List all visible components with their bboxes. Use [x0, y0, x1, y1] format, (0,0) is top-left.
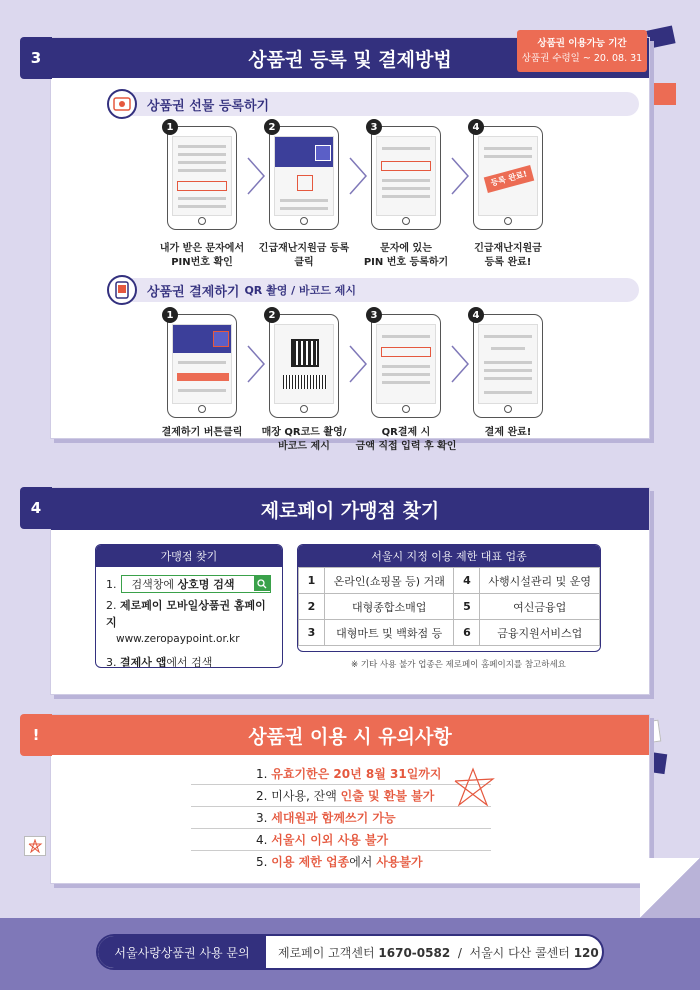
phone-gift-4 [472, 121, 543, 230]
phone-gift-2 [268, 121, 339, 230]
notice-item-5: 5. 이용 제한 업종에서 사용불가 [256, 855, 423, 869]
section4-number: 4 [20, 487, 52, 529]
gift-register-pill [109, 92, 639, 116]
step-number: 4 [468, 307, 484, 323]
footer-contact [96, 934, 604, 970]
register-complete-stamp: 등록 완료! [484, 165, 535, 193]
step-number: 1 [162, 119, 178, 135]
phone-pay-3 [370, 309, 441, 418]
find-panel [95, 544, 283, 668]
footer [0, 918, 700, 990]
pay-subtitle: QR 촬영 / 바코드 제시 [244, 284, 356, 297]
chevron-right-icon [450, 156, 470, 196]
chevron-right-icon [246, 156, 266, 196]
phone-gift-1 [166, 121, 237, 230]
notice-item-3: 3. 세대원과 함께쓰기 가능 [191, 807, 491, 829]
section3-title: 상품권 등록 및 결제방법 [248, 48, 452, 71]
section4-title: 제로페이 가맹점 찾기 [260, 499, 440, 522]
chevron-right-icon [246, 344, 266, 384]
phone-icon [107, 275, 137, 305]
chevron-right-icon [348, 344, 368, 384]
pay-steps [111, 309, 591, 422]
footer-contacts: 제로페이 고객센터 1670-0582 / 서울시 다산 콜센터 120 [278, 945, 599, 960]
footer-label: 서울사랑상품권 사용 문의 [98, 936, 266, 968]
search-box: 검색창에 상호명 검색 [121, 575, 271, 593]
deco-tab-navy [646, 25, 675, 48]
caption-gift-2: 긴급재난지원금 등록 클릭 [258, 243, 350, 268]
section-register-pay [50, 37, 650, 452]
deco-tab-orange [648, 83, 676, 105]
notice-number: ! [20, 714, 52, 756]
zeropay-url: www.zeropaypoint.or.kr [116, 633, 240, 645]
step-number: 3 [366, 119, 382, 135]
section-find-merchant [50, 487, 650, 695]
period-title: 상품권 이용가능 기간 [537, 38, 627, 49]
phone-gift-3 [370, 121, 441, 230]
gift-card-icon [107, 89, 137, 119]
table-row: 3 대형마트 및 백화점 등 6 금융지원서비스업 [299, 620, 600, 646]
caption-pay-2: 매장 QR코드 촬영/ 바코드 제시 [261, 427, 347, 452]
caption-pay-1: 결제하기 버튼클릭 [161, 427, 243, 438]
notice-title: 상품권 이용 시 유의사항 [248, 725, 452, 748]
pay-title: 상품권 결제하기 [147, 284, 240, 300]
page-curl [640, 858, 700, 918]
pay-pill [109, 278, 639, 302]
find-panel-head: 가맹점 찾기 [96, 545, 282, 567]
restrict-panel [297, 544, 601, 652]
step-number: 4 [468, 119, 484, 135]
qr-code-icon [291, 339, 319, 367]
caption-pay-4: 결제 완료! [484, 427, 532, 438]
chevron-right-icon [348, 156, 368, 196]
notice-item-1: 1. 유효기한은 20년 8월 31일까지 [191, 763, 491, 785]
caption-gift-4: 긴급재난지원금 등록 완료! [474, 243, 542, 268]
step-number: 2 [264, 119, 280, 135]
step-number: 1 [162, 307, 178, 323]
star-box-icon [24, 836, 46, 856]
gift-steps [111, 121, 591, 234]
notice-item-4: 4. 서울시 이외 사용 불가 [191, 829, 491, 851]
gift-register-title: 상품권 선물 등록하기 [147, 98, 270, 114]
table-row: 2 대형종합소매업 5 여신금융업 [299, 594, 600, 620]
chevron-right-icon [450, 344, 470, 384]
star-doodle-icon [449, 767, 497, 809]
notice-header [51, 715, 649, 755]
zeropay-phone: 1670-0582 [378, 945, 451, 960]
phone-pay-4 [472, 309, 543, 418]
barcode-icon [283, 375, 327, 389]
find-item-3: 3. 결제사 앱에서 검색 [106, 656, 213, 668]
section3-number: 3 [20, 37, 52, 79]
restrict-table [298, 567, 600, 646]
restrict-panel-head: 서울시 지정 이용 제한 대표 업종 [298, 545, 600, 567]
table-row: 1 온라인(쇼핑몰 등) 거래 4 사행시설관리 및 운영 [299, 568, 600, 594]
dasan-phone: 120 [573, 945, 599, 960]
caption-gift-1: 내가 받은 문자에서 PIN번호 확인 [159, 243, 245, 268]
notice-item-2: 2. 미사용, 잔액 인출 및 환불 불가 [191, 785, 491, 807]
period-value: 상품권 수령일 ~ 20. 08. 31 [521, 53, 643, 64]
phone-pay-1 [166, 309, 237, 418]
phone-pay-2 [268, 309, 339, 418]
search-icon [254, 576, 270, 591]
section4-header [51, 488, 649, 530]
section-notice [50, 714, 650, 884]
caption-gift-3: 문자에 있는 PIN 번호 등록하기 [363, 243, 449, 268]
period-badge [517, 30, 647, 72]
find-item-1: 1. 검색창에 상호명 검색 [106, 575, 272, 593]
step-number: 2 [264, 307, 280, 323]
find-item-2: 2. 제로페이 모바일상품권 홈페이지 [106, 599, 266, 629]
caption-pay-3: QR결제 시 금액 직접 입력 후 확인 [355, 427, 457, 452]
restrict-note: ※ 기타 사용 불가 업종은 제로페이 홈페이지를 참고하세요 [351, 660, 566, 670]
step-number: 3 [366, 307, 382, 323]
